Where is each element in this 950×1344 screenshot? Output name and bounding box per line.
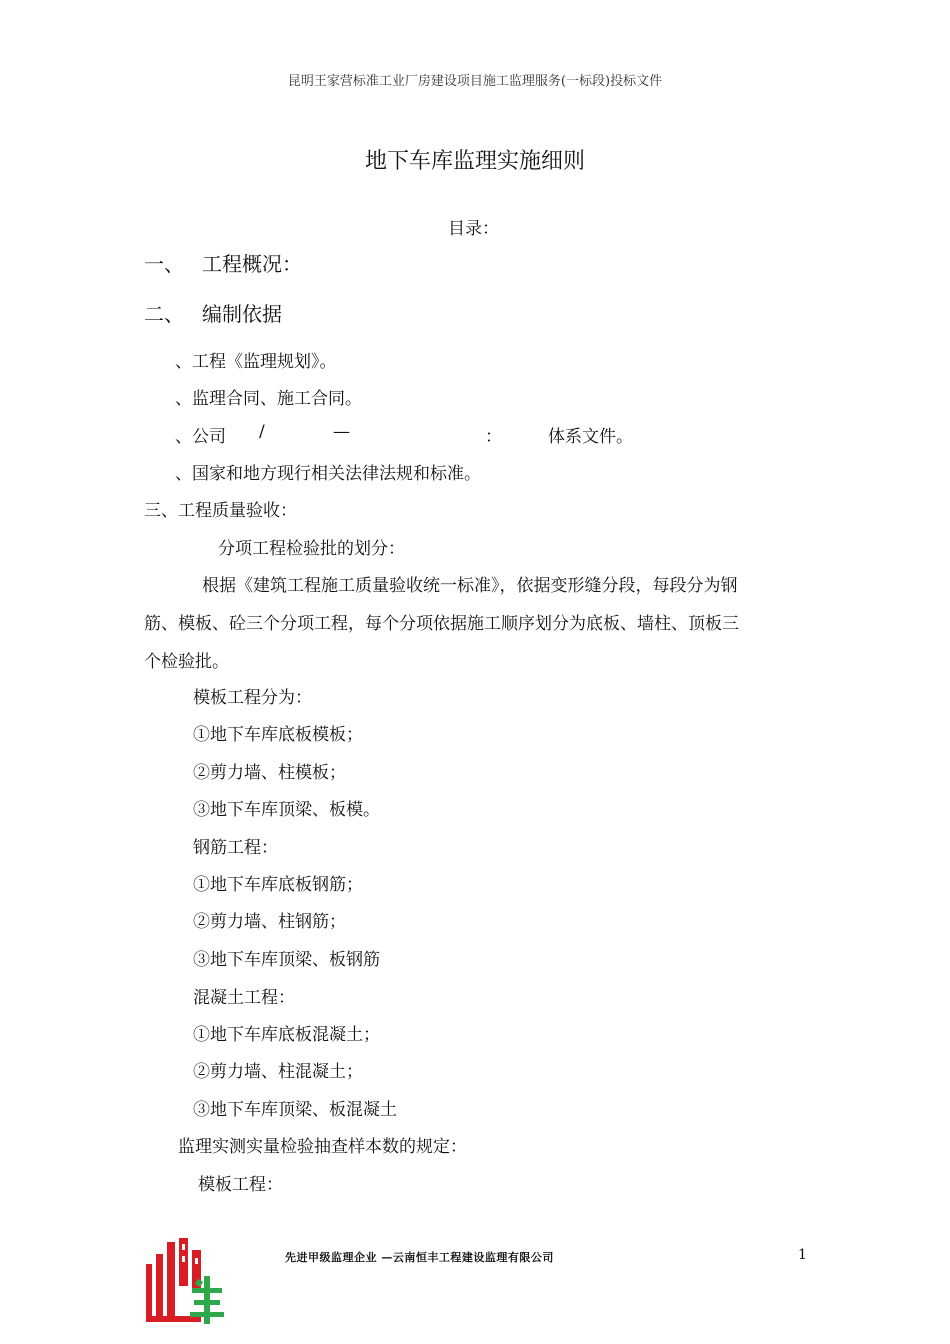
section-2-heading — [144, 298, 282, 327]
basis-item-3 — [175, 422, 655, 446]
list-item: ③地下车库顶梁、板钢筋 — [193, 950, 380, 970]
list-item: ③地下车库顶梁、板混凝土 — [193, 1100, 397, 1120]
section-number: 二、 — [144, 302, 184, 326]
section-3-heading: 三、工程质量验收： — [144, 501, 297, 521]
list-item: ③地下车库顶梁、板模。 — [193, 800, 380, 820]
basis-item-3-part-b: / — [259, 422, 265, 442]
list-item: ②剪力墙、柱混凝土； — [193, 1062, 363, 1082]
list-item: ①地下车库底板钢筋； — [193, 875, 363, 895]
basis-item-3-part-d: ： — [485, 427, 502, 447]
formwork-heading: 模板工程分为： — [193, 688, 312, 708]
concrete-heading: 混凝土工程： — [193, 988, 295, 1008]
footer-company: 先进甲级监理企业 —云南恒丰工程建设监理有限公司 — [285, 1251, 554, 1264]
rebar-heading: 钢筋工程： — [193, 838, 278, 858]
basis-item-3-part-a: 、公司 — [175, 427, 226, 447]
list-item: ②剪力墙、柱钢筋； — [193, 912, 346, 932]
basis-item-2: 、监理合同、施工合同。 — [175, 389, 362, 409]
section-label: 编制依据 — [202, 302, 282, 326]
subheading-inspection-lots: 分项工程检验批的划分： — [218, 539, 405, 559]
document-title: 地下车库监理实施细则 — [364, 149, 585, 174]
basis-item-3-part-e: 体系文件。 — [548, 427, 633, 447]
toc-label: 目录： — [448, 219, 499, 239]
paragraph-line-1: 根据《建筑工程施工质量验收统一标准》，依据变形缝分段，每段分为钢 — [202, 576, 738, 596]
list-item: ①地下车库底板模板； — [193, 725, 363, 745]
page-header: 昆明王家营标准工业厂房建设项目施工监理服务(一标段)投标文件 — [287, 74, 663, 89]
section-number: 一、 — [144, 252, 184, 276]
company-logo — [144, 1236, 226, 1326]
basis-item-4: 、国家和地方现行相关法律法规和标准。 — [175, 464, 481, 484]
paragraph-line-2: 筋、模板、砼三个分项工程，每个分项依据施工顺序划分为底板、墙柱、顶板三 — [144, 614, 739, 634]
subheading-sample-rules: 监理实测实量检验抽查样本数的规定： — [178, 1137, 467, 1157]
paragraph-line-3: 个检验批。 — [144, 652, 229, 672]
basis-item-1: 、工程《监理规划》。 — [175, 352, 337, 372]
list-item: ②剪力墙、柱模板； — [193, 763, 346, 783]
section-label: 工程概况： — [202, 252, 302, 276]
page-number: 1 — [798, 1247, 807, 1263]
basis-item-3-part-c: — — [333, 422, 350, 442]
list-item: ①地下车库底板混凝土； — [193, 1025, 380, 1045]
section-1-heading — [144, 248, 302, 277]
formwork-subheading: 模板工程： — [198, 1175, 283, 1195]
